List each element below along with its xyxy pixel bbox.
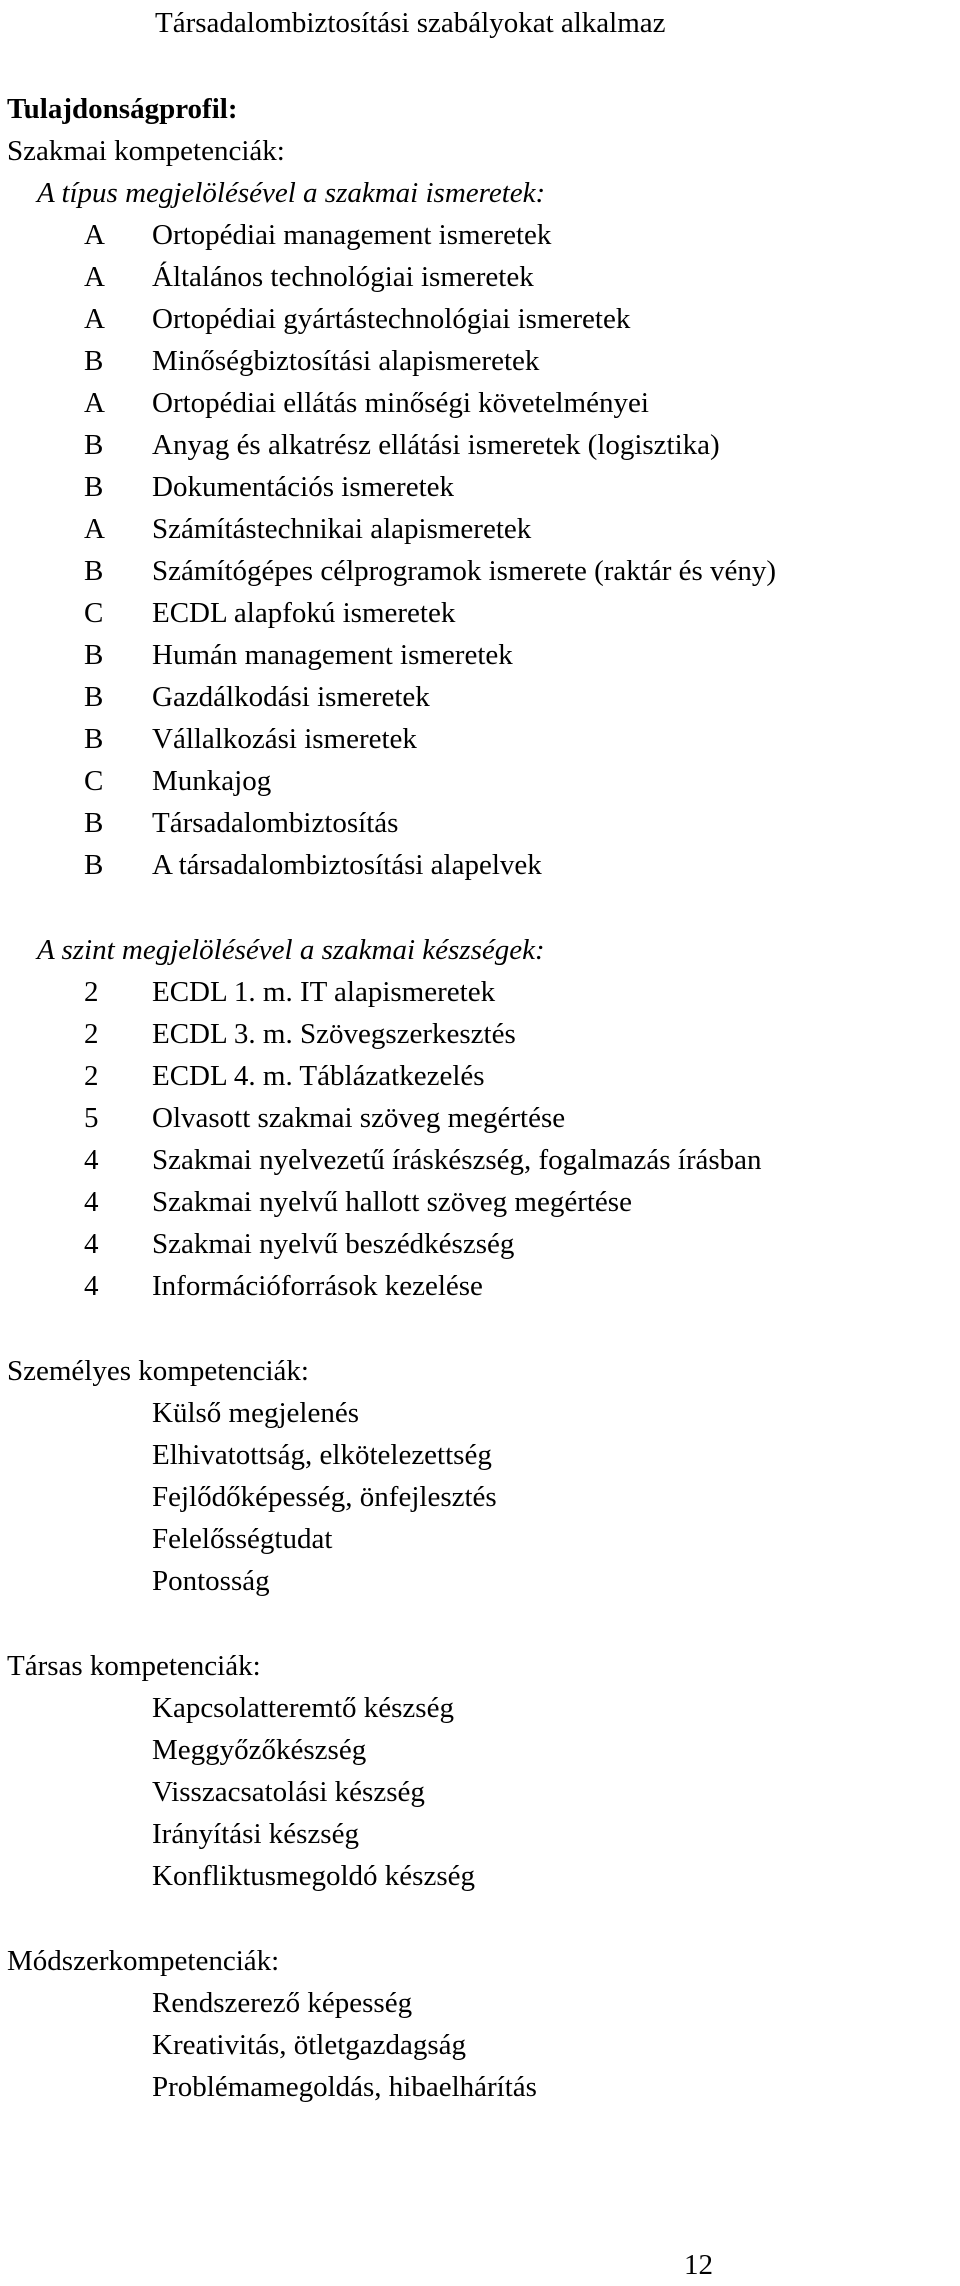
list-item: Kreativitás, ötletgazdagság <box>152 2029 467 2061</box>
item-label: Szakmai nyelvű hallott szöveg megértése <box>152 1186 632 1218</box>
list-item: Elhivatottság, elkötelezettség <box>152 1439 492 1471</box>
list-item: Problémamegoldás, hibaelhárítás <box>152 2071 537 2103</box>
item-label: ECDL 1. m. IT alapismeretek <box>152 976 496 1008</box>
item-level: 4 <box>84 1186 99 1218</box>
item-code: A <box>84 261 105 293</box>
item-label: Ortopédiai ellátás minőségi követelményei <box>152 387 649 419</box>
profile-heading: Tulajdonságprofil: <box>7 93 238 125</box>
list-item: Konfliktusmegoldó készség <box>152 1860 475 1892</box>
list-item: Felelősségtudat <box>152 1523 333 1555</box>
item-label: Ortopédiai management ismeretek <box>152 219 552 251</box>
social-competencies-heading: Társas kompetenciák: <box>7 1650 261 1682</box>
item-label: Gazdálkodási ismeretek <box>152 681 430 713</box>
item-level: 4 <box>84 1228 99 1260</box>
item-level: 2 <box>84 1060 99 1092</box>
item-label: Vállalkozási ismeretek <box>152 723 417 755</box>
item-code: B <box>84 345 104 377</box>
item-code: A <box>84 387 105 419</box>
item-label: Munkajog <box>152 765 272 797</box>
item-label: Anyag és alkatrész ellátási ismeretek (logisztika) <box>152 429 720 461</box>
professional-competencies-heading: Szakmai kompetenciák: <box>7 135 285 167</box>
list-item: Meggyőzőkészség <box>152 1734 367 1766</box>
item-code: C <box>84 597 104 629</box>
page-header-title: Társadalombiztosítási szabályokat alkalmaz <box>155 7 666 39</box>
item-label: Humán management ismeretek <box>152 639 513 671</box>
item-code: B <box>84 429 104 461</box>
page-number: 12 <box>684 2249 713 2281</box>
item-label: Szakmai nyelvezetű íráskészség, fogalmazás írásban <box>152 1144 762 1176</box>
item-code: B <box>84 555 104 587</box>
item-label: A társadalombiztosítási alapelvek <box>152 849 542 881</box>
item-level: 4 <box>84 1270 99 1302</box>
item-label: ECDL 4. m. Táblázatkezelés <box>152 1060 485 1092</box>
item-label: Információforrások kezelése <box>152 1270 483 1302</box>
item-code: A <box>84 513 105 545</box>
item-code: B <box>84 807 104 839</box>
item-label: Dokumentációs ismeretek <box>152 471 454 503</box>
skills-intro: A szint megjelölésével a szakmai készségek: <box>37 934 545 966</box>
item-code: A <box>84 219 105 251</box>
item-level: 2 <box>84 1018 99 1050</box>
item-label: Számítógépes célprogramok ismerete (raktár és vény) <box>152 555 777 587</box>
list-item: Pontosság <box>152 1565 270 1597</box>
item-level: 2 <box>84 976 99 1008</box>
list-item: Visszacsatolási készség <box>152 1776 425 1808</box>
item-label: Általános technológiai ismeretek <box>152 261 534 293</box>
item-label: ECDL alapfokú ismeretek <box>152 597 456 629</box>
item-label: Szakmai nyelvű beszédkészség <box>152 1228 515 1260</box>
item-code: B <box>84 849 104 881</box>
item-label: Társadalombiztosítás <box>152 807 399 839</box>
item-code: B <box>84 723 104 755</box>
item-code: C <box>84 765 104 797</box>
item-label: Minőségbiztosítási alapismeretek <box>152 345 540 377</box>
item-label: Ortopédiai gyártástechnológiai ismeretek <box>152 303 631 335</box>
item-label: Számítástechnikai alapismeretek <box>152 513 532 545</box>
item-code: B <box>84 639 104 671</box>
item-code: B <box>84 681 104 713</box>
item-code: A <box>84 303 105 335</box>
item-level: 5 <box>84 1102 99 1134</box>
item-level: 4 <box>84 1144 99 1176</box>
list-item: Fejlődőképesség, önfejlesztés <box>152 1481 497 1513</box>
list-item: Rendszerező képesség <box>152 1987 413 2019</box>
knowledge-intro: A típus megjelölésével a szakmai ismeretek: <box>37 177 546 209</box>
list-item: Kapcsolatteremtő készség <box>152 1692 454 1724</box>
item-code: B <box>84 471 104 503</box>
list-item: Irányítási készség <box>152 1818 359 1850</box>
item-label: ECDL 3. m. Szövegszerkesztés <box>152 1018 516 1050</box>
item-label: Olvasott szakmai szöveg megértése <box>152 1102 566 1134</box>
methodological-competencies-heading: Módszerkompetenciák: <box>7 1945 280 1977</box>
personal-competencies-heading: Személyes kompetenciák: <box>7 1355 309 1387</box>
list-item: Külső megjelenés <box>152 1397 359 1429</box>
